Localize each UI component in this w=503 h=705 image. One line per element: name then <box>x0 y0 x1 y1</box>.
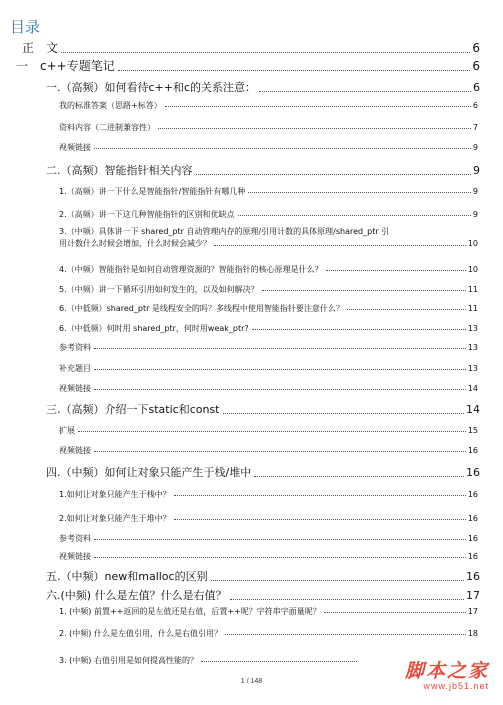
toc-page: 16 <box>467 514 478 523</box>
toc-entry[interactable] <box>59 285 478 294</box>
toc-leader <box>223 413 465 414</box>
toc-heading: 目录 <box>10 19 41 36</box>
toc-entry[interactable] <box>59 490 478 499</box>
toc-leader <box>94 369 466 370</box>
toc-leader <box>94 539 466 540</box>
toc-entry-text: 5.（中频）讲一下循环引用如何发生的，以及如何解决？ <box>59 285 259 294</box>
toc-entry[interactable] <box>59 629 478 638</box>
watermark-text: 脚本之家 <box>404 660 489 682</box>
toc-entry-text: 3.（中频）具体讲一下 shared_ptr 自动管理内存的原理/引用计数的具体原理/shared_ptr 引 <box>59 227 390 236</box>
toc-entry-text: 4.（中频）智能指针是如何自动管理资源的？智能指针的核心原理是什么？ <box>59 265 323 274</box>
toc-entry[interactable] <box>46 82 480 95</box>
toc-entry[interactable] <box>46 467 480 480</box>
toc-leader <box>174 519 466 520</box>
toc-page: 9 <box>472 143 478 152</box>
toc-entry-text: 四.（中频）如何让对象只能产生于栈/堆中 <box>46 466 252 479</box>
toc-page: 9 <box>472 210 478 219</box>
toc-entry-text: 视频链接 <box>59 384 91 393</box>
toc-entry-text: 二.（高频）智能指针相关内容 <box>46 164 193 177</box>
toc-leader <box>158 128 471 129</box>
toc-page: 16 <box>467 534 478 543</box>
toc-page: 14 <box>467 384 478 393</box>
toc-leader <box>94 557 466 558</box>
toc-entry[interactable] <box>46 404 480 417</box>
toc-leader <box>225 634 466 635</box>
toc-entry[interactable] <box>59 210 478 219</box>
toc-leader <box>230 599 464 600</box>
toc-entry[interactable] <box>59 265 478 274</box>
toc-page: 7 <box>472 123 478 132</box>
toc-leader <box>94 389 466 390</box>
toc-entry-text: 六.(中频) 什么是左值？什么是右值？ <box>46 589 227 602</box>
toc-page: 9 <box>472 187 478 196</box>
watermark-logo <box>405 656 489 691</box>
toc-entry-text: 补充题目 <box>59 364 91 373</box>
toc-entry-text: 三.（高频）介绍一下static和const <box>46 403 220 416</box>
toc-page: 16 <box>467 490 478 499</box>
toc-page: 13 <box>467 364 478 373</box>
toc-page: 13 <box>467 324 478 333</box>
toc-entry[interactable] <box>16 60 480 74</box>
toc-leader <box>174 495 466 496</box>
toc-entry[interactable] <box>22 42 480 56</box>
watermark-url: www.jb51.net <box>423 681 489 691</box>
toc-leader <box>211 580 464 581</box>
toc-leader <box>94 451 466 452</box>
toc-entry[interactable] <box>59 101 478 110</box>
toc-leader <box>248 192 471 193</box>
toc-entry-text: 参考资料 <box>59 534 91 543</box>
toc-entry[interactable] <box>59 607 478 616</box>
toc-entry-text: 6.（中低频）shared_ptr 是线程安全的吗？多线程中使用智能指针要注意什么？ <box>59 304 344 313</box>
toc-leader <box>347 309 466 310</box>
toc-leader <box>252 329 466 330</box>
toc-entry-text: 五.（中频）new和malloc的区别 <box>46 570 208 583</box>
toc-page: 16 <box>466 466 480 479</box>
toc-leader <box>118 70 471 71</box>
toc-leader <box>262 290 466 291</box>
toc-leader <box>61 52 470 53</box>
toc-page: 13 <box>467 343 478 352</box>
toc-entry-text: 正 文 <box>22 41 59 55</box>
toc-leader <box>326 270 466 271</box>
toc-entry-text: 视频链接 <box>59 143 91 152</box>
toc-page: 6 <box>472 59 480 73</box>
toc-leader <box>94 148 471 149</box>
toc-entry[interactable] <box>46 590 480 603</box>
toc-page: 10 <box>467 238 478 248</box>
toc-entry[interactable] <box>59 514 478 523</box>
toc-entry[interactable] <box>46 571 480 584</box>
toc-entry-text: 6.（中低频）何时用 shared_ptr，何时用weak_ptr? <box>59 324 249 333</box>
toc-leader <box>214 245 466 246</box>
toc-entry-text: 我的标准答案（思路+标答） <box>59 101 162 110</box>
toc-entry[interactable] <box>59 123 478 132</box>
toc-leader <box>259 91 471 92</box>
toc-entry-text: 扩展 <box>59 426 75 435</box>
toc-entry[interactable] <box>59 364 478 373</box>
toc-entry[interactable] <box>59 384 478 393</box>
toc-page: 17 <box>466 589 480 602</box>
toc-page: 11 <box>467 304 478 313</box>
toc-leader <box>165 106 471 107</box>
toc-page: 6 <box>473 81 480 94</box>
toc-page: 15 <box>467 426 478 435</box>
toc-page: 14 <box>466 403 480 416</box>
toc-leader <box>201 661 357 662</box>
toc-page: 16 <box>466 570 480 583</box>
toc-page: 11 <box>467 285 478 294</box>
toc-page: 10 <box>467 265 478 274</box>
toc-entry-text: 视频链接 <box>59 446 91 455</box>
toc-entry-text: 参考资料 <box>59 343 91 352</box>
toc-entry-text: 一 c++专题笔记 <box>16 59 115 73</box>
toc-entry[interactable] <box>59 143 478 152</box>
toc-entry-text: 2.如何让对象只能产生于堆中？ <box>59 514 171 523</box>
toc-entry[interactable] <box>59 343 478 352</box>
toc-entry[interactable] <box>59 226 478 249</box>
toc-page: 17 <box>467 607 478 616</box>
toc-entry-text: 用计数什么时候会增加，什么时候会减少？ <box>59 238 211 248</box>
toc-leader <box>238 215 471 216</box>
toc-entry-text: 1.（高频）讲一下什么是智能指针/智能指针有哪几种 <box>59 187 246 196</box>
toc-entry-text: 1. (中频) 前置++返回的是左值还是右值，后置++呢？字符串字面量呢？ <box>59 607 321 616</box>
toc-entry[interactable] <box>59 187 478 196</box>
toc-page: 6 <box>472 41 480 55</box>
toc-entry-text: 2. (中频) 什么是左值引用，什么是右值引用？ <box>59 629 222 638</box>
toc-entry-text: 资料内容（二进制兼容性） <box>59 123 155 132</box>
toc-entry-text: 一.（高频）如何看待c++和c的关系注意： <box>46 81 257 94</box>
toc-leader <box>324 612 466 613</box>
toc-entry[interactable] <box>59 534 478 543</box>
toc-page: 16 <box>467 446 478 455</box>
toc-entry-text: 2.（高频）讲一下这几种智能指针的区别和优缺点 <box>59 210 235 219</box>
toc-leader <box>254 476 464 477</box>
toc-leader <box>94 348 466 349</box>
toc-leader <box>196 174 472 175</box>
toc-entry-text: 3. (中频) 右值引用是如何提高性能的？ <box>59 656 198 665</box>
toc-entry[interactable] <box>46 165 480 178</box>
toc-entry[interactable] <box>59 552 478 561</box>
toc-page: 9 <box>473 164 480 177</box>
toc-entry[interactable] <box>59 324 478 333</box>
toc-entry[interactable] <box>59 446 478 455</box>
toc-page: 18 <box>467 629 478 638</box>
toc-page: 6 <box>472 101 478 110</box>
toc-page: 16 <box>467 552 478 561</box>
toc-leader <box>78 431 466 432</box>
toc-entry[interactable] <box>59 426 478 435</box>
toc-entry[interactable] <box>59 656 359 665</box>
toc-entry-text: 视频链接 <box>59 552 91 561</box>
page-number: 1 / 148 <box>240 678 263 685</box>
toc-entry[interactable] <box>59 304 478 313</box>
toc-entry-text: 1.如何让对象只能产生于栈中？ <box>59 490 171 499</box>
